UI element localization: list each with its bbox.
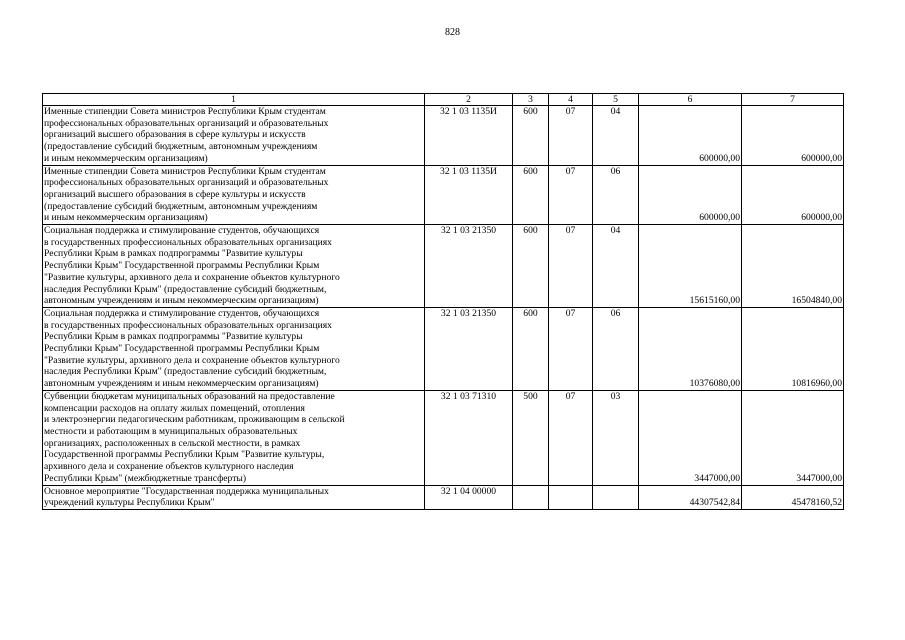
description-line: Республики Крым" (межбюджетные трансферты) (44, 472, 247, 484)
row-target-code: 32 1 03 21350 (425, 307, 513, 390)
row-section: 07 (549, 225, 593, 308)
header-cell-6: 6 (639, 94, 742, 106)
table-row (43, 307, 844, 390)
header-cell-2: 2 (425, 94, 513, 106)
row-description (43, 106, 425, 166)
row-section: 07 (549, 307, 593, 390)
description-line: Именные стипендии Совета министров Республики Крым студентам (44, 165, 326, 177)
header-cell-3: 3 (513, 94, 549, 106)
row-subsection: 06 (593, 307, 639, 390)
description-line: Основное мероприятие "Государственная поддержка муниципальных (44, 485, 329, 497)
row-description (43, 165, 425, 225)
description-line: учреждений культуры Республики Крым" (44, 497, 215, 509)
row-section: 07 (549, 390, 593, 485)
description-line: Именные стипендии Совета министров Республики Крым студентам (44, 106, 326, 117)
table-row (43, 106, 844, 166)
row-expense-type: 500 (513, 390, 549, 485)
description-line: компенсации расходов на оплату жилых помещений, отопления (44, 402, 305, 414)
row-target-code: 32 1 03 1135И (425, 165, 513, 225)
table-row (43, 390, 844, 485)
row-amount-year-1: 600000,00 (639, 106, 742, 166)
row-subsection: 03 (593, 390, 639, 485)
row-description (43, 485, 425, 509)
description-line: (предоставление субсидий бюджетным, автономным учреждениям (44, 200, 318, 212)
row-subsection (593, 485, 639, 509)
row-amount-year-2: 16504840,00 (742, 225, 844, 308)
description-line: автономным учреждениям и иным некоммерческим организациям) (44, 378, 319, 390)
description-line: (предоставление субсидий бюджетным, автономным учреждениям (44, 141, 318, 153)
row-amount-year-1: 600000,00 (639, 165, 742, 225)
row-target-code: 32 1 03 1135И (425, 106, 513, 166)
description-line: организаций высшего образования в сфере культуры и искусств (44, 129, 306, 141)
description-line: Республики Крым" Государственной программы Республики Крым (44, 260, 320, 272)
page-number: 828 (445, 27, 460, 38)
budget-table (42, 93, 844, 510)
description-line: Республики Крым в рамках подпрограммы "Развитие культуры (44, 331, 303, 343)
description-line: архивного дела и сохранение объектов культурного наследия (44, 461, 294, 473)
table-header-row (43, 94, 844, 106)
row-amount-year-1: 15615160,00 (639, 225, 742, 308)
description-line: наследия Республики Крым" (предоставление субсидий бюджетным, (44, 366, 327, 378)
row-target-code: 32 1 04 00000 (425, 485, 513, 509)
row-amount-year-1: 44307542,84 (639, 485, 742, 509)
description-line: наследия Республики Крым" (предоставление субсидий бюджетным, (44, 283, 327, 295)
row-amount-year-2: 600000,00 (742, 165, 844, 225)
row-expense-type: 600 (513, 165, 549, 225)
row-expense-type: 600 (513, 106, 549, 166)
description-line: Социальная поддержка и стимулирование студентов, обучающихся (44, 307, 320, 319)
description-line: и иным некоммерческим организациям) (44, 212, 208, 224)
row-amount-year-2: 3447000,00 (742, 390, 844, 485)
description-line: Республики Крым" Государственной программы Республики Крым (44, 343, 320, 355)
header-cell-5: 5 (593, 94, 639, 106)
row-expense-type: 600 (513, 225, 549, 308)
row-description (43, 307, 425, 390)
row-target-code: 32 1 03 21350 (425, 225, 513, 308)
row-description (43, 225, 425, 308)
description-line: и электроэнергии педагогическим работникам, проживающим в сельской (44, 414, 345, 426)
description-line: Республики Крым в рамках подпрограммы "Развитие культуры (44, 248, 303, 260)
description-line: организаций высшего образования в сфере культуры и искусств (44, 188, 306, 200)
row-subsection: 06 (593, 165, 639, 225)
description-line: автономным учреждениям и иным некоммерческим организациям) (44, 295, 319, 307)
row-amount-year-1: 3447000,00 (639, 390, 742, 485)
description-line: Социальная поддержка и стимулирование студентов, обучающихся (44, 225, 320, 237)
row-section: 07 (549, 165, 593, 225)
row-subsection: 04 (593, 225, 639, 308)
description-line: и иным некоммерческим организациям) (44, 152, 208, 164)
description-line: местности и работающим в муниципальных образовательных (44, 425, 298, 437)
header-cell-7: 7 (742, 94, 844, 106)
header-cell-1: 1 (43, 94, 425, 106)
description-line: "Развитие культуры, архивного дела и сохранение объектов культурного (44, 271, 340, 283)
header-cell-4: 4 (549, 94, 593, 106)
row-amount-year-2: 45478160,52 (742, 485, 844, 509)
description-line: профессиональных образовательных организаций и образовательных (44, 117, 329, 129)
description-line: Субвенции бюджетам муниципальных образований на предоставление (44, 390, 335, 402)
description-line: профессиональных образовательных организаций и образовательных (44, 177, 329, 189)
description-line: организациях, расположенных в сельской местности, в рамках (44, 437, 301, 449)
table-row (43, 165, 844, 225)
description-line: в государственных профессиональных образовательных организациях (44, 319, 332, 331)
row-amount-year-1: 10376080,00 (639, 307, 742, 390)
row-section: 07 (549, 106, 593, 166)
row-subsection: 04 (593, 106, 639, 166)
row-amount-year-2: 10816960,00 (742, 307, 844, 390)
row-target-code: 32 1 03 71310 (425, 390, 513, 485)
description-line: Государственной программы Республики Крым "Развитие культуры, (44, 449, 325, 461)
description-line: "Развитие культуры, архивного дела и сохранение объектов культурного (44, 354, 340, 366)
row-section (549, 485, 593, 509)
row-expense-type (513, 485, 549, 509)
table-row (43, 225, 844, 308)
row-expense-type: 600 (513, 307, 549, 390)
description-line: в государственных профессиональных образовательных организациях (44, 236, 332, 248)
row-description (43, 390, 425, 485)
row-amount-year-2: 600000,00 (742, 106, 844, 166)
table-row (43, 485, 844, 509)
